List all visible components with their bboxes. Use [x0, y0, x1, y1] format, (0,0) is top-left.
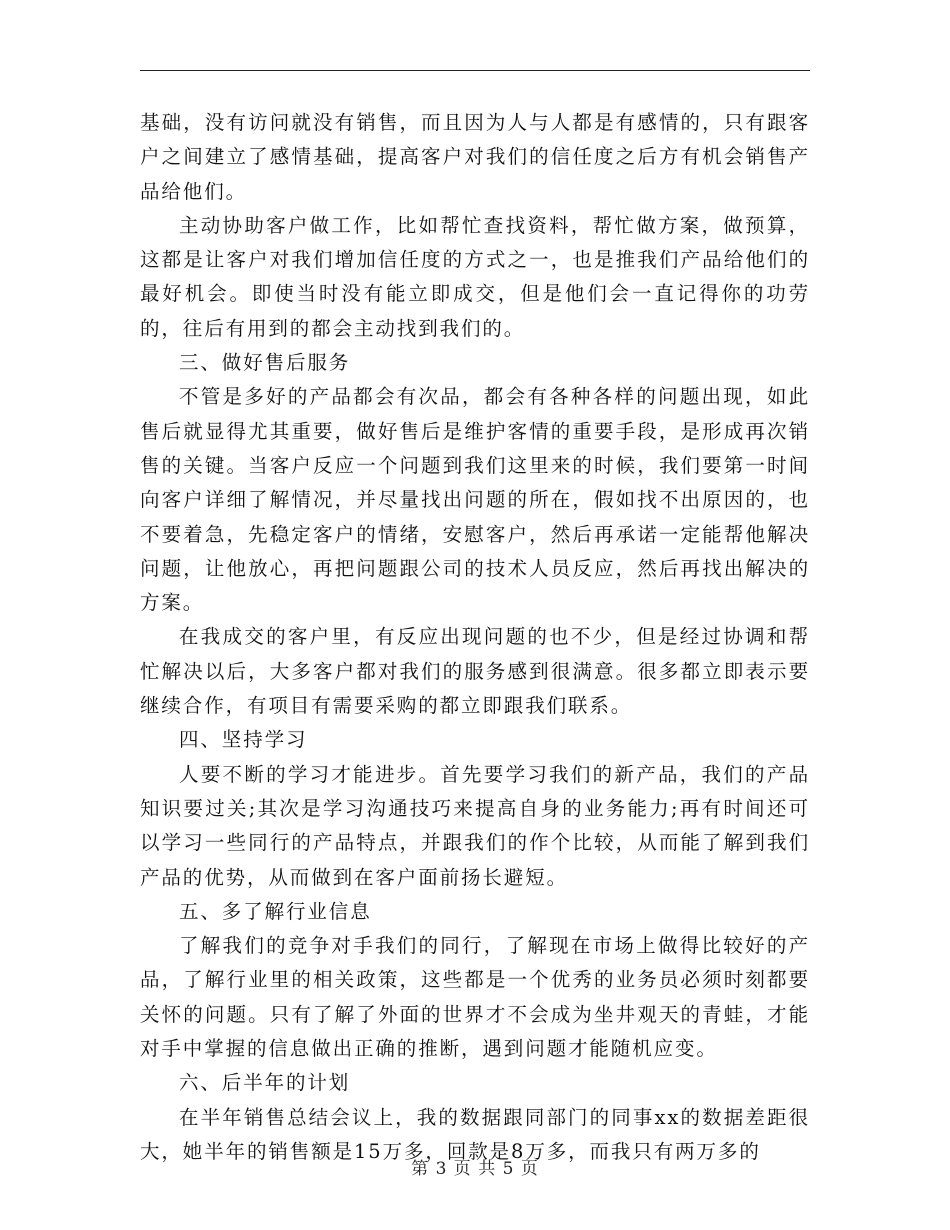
paragraph-second-half-plan: 在半年销售总结会议上，我的数据跟同部门的同事xx的数据差距很大，她半年的销售额是15万多，回款是8万多，而我只有两万多的: [140, 1105, 810, 1163]
section-heading-second-half-plan: 六、后半年的计划: [179, 1071, 351, 1095]
paragraph-industry-info: 了解我们的竞争对手我们的同行，了解现在市场上做得比较好的产品，了解行业里的相关政策，这些都是一个优秀的业务员必须时刻都要关怀的问题。只有了解了外面的世界才不会成为坐井观天的青蛙，才能对手中掌握的信息做出正确的推断，遇到问题才能随机应变。: [140, 934, 810, 1061]
paragraph-after-sales: 不管是多好的产品都会有次品，都会有各种各样的问题出现，如此售后就显得尤其重要，做好售后是维护客情的重要手段，是形成再次销售的关键。当客户反应一个问题到我们这里来的时候，我们要第一时间向客户详细了解情况，并尽量找出问题的所在，假如找不出原因的，也不要着急，先稳定客户的情绪，安慰客户，然后再承诺一定能帮他解决问题，让他放心，再把问题跟公司的技术人员反应，然后再找出解决的方案。: [140, 385, 810, 615]
paragraph-learning: 人要不断的学习才能进步。首先要学习我们的新产品，我们的产品知识要过关;其次是学习沟通技巧来提高自身的业务能力;再有时间还可以学习一些同行的产品特点，并跟我们的作个比较，从而能了解到我们产品的优势，从而做到在客户面前扬长避短。: [140, 762, 810, 889]
header-rule: [140, 70, 810, 71]
paragraph-continuation: 基础，没有访问就没有销售，而且因为人与人都是有感情的，只有跟客户之间建立了感情基础，提高客户对我们的信任度之后方有机会销售产品给他们。: [140, 111, 810, 203]
page-footer: 第 3 页 共 5 页: [411, 1159, 539, 1179]
document-body: [140, 106, 810, 1169]
paragraph-client-feedback: 在我成交的客户里，有反应出现问题的也不少，但是经过协调和帮忙解决以后，大多客户都对我们的服务感到很满意。很多都立即表示要继续合作，有项目有需要采购的都立即跟我们联系。: [140, 625, 810, 718]
section-heading-after-sales: 三、做好售后服务: [179, 351, 351, 375]
section-heading-keep-learning: 四、坚持学习: [179, 728, 308, 752]
paragraph-assist-clients: 主动协助客户做工作，比如帮忙查找资料，帮忙做方案，做预算，这都是让客户对我们增加信任度的方式之一，也是推我们产品给他们的最好机会。即使当时没有能立即成交，但是他们会一直记得你的功劳的，往后有用到的都会主动找到我们的。: [140, 213, 810, 340]
section-heading-industry-info: 五、多了解行业信息: [179, 899, 372, 923]
